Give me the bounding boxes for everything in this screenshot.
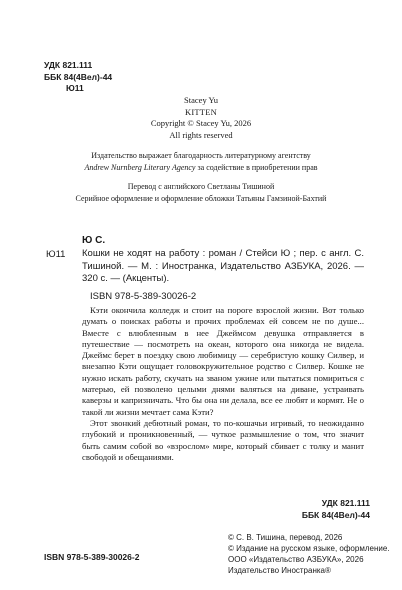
classification-codes-repeat (290, 498, 370, 521)
original-title-block (0, 95, 402, 141)
agency-name: Andrew Nurnberg Literary Agency (84, 162, 196, 172)
copyright-block (228, 532, 390, 576)
acknowledgement (0, 150, 402, 173)
acknowledgement-line-1: Издательство выражает благодарность литературному агентству (91, 151, 311, 160)
acknowledgement-rest: за содействие в приобретении прав (195, 162, 318, 172)
copyright-publisher: ООО «Издательство АЗБУКА», 2026 (228, 555, 364, 564)
bbk-code-repeat: ББК 84(4Вел)-44 (301, 509, 370, 520)
catalog-description: Кошки не ходят на работу : роман / Стейси Ю ; пер. с англ. С. Тишиной. — М. : Иностранка, Издательство АЗБУКА, 2026. — 320 с. — (Акценты). (82, 248, 364, 284)
translator-credit: Перевод с английского Светланы Тишиной (127, 182, 275, 191)
udk-code-repeat: УДК 821.111 (321, 498, 370, 508)
annotation-paragraph-1: Кэти окончила колледж и стоит на пороге взрослой жизни. Вот только думать о поисках работы и прочих проблемах ей совсем не по душе... Вместе с влюбленным в нее Джеймсом девушка отправляется в путешествие — посмотреть на океан, которого она никогда не видела. Джеймс берет в поездку свою любимицу — серебристую кошку Силвер, и внезапно Кэти ощущает головокружительное родство с Силвер. Кошке не нужно искать работу, скучать на званом ужине или пытаться помириться с матерью, ей позволено целыми днями валяться на диване, устраивать каверзы и капризничать. Что бы она ни делала, все ее любят и кормят. Не о такой ли жизни мечтает сама Кэти? (82, 305, 364, 417)
author-en: Stacey Yu (184, 95, 218, 105)
annotation (82, 305, 364, 463)
copyright-translation: © С. В. Тишина, перевод, 2026 (228, 533, 343, 542)
annotation-paragraph-2: Этот звонкий дебютный роман, то по-кошачьи игривый, то неожиданно глубокий и проникновенный, — чуткое размышление о том, что значит быть самим собой во «взрослом» мире, который сбивает с толку и манит свободой и обещаниями. (82, 417, 364, 462)
rights-line: All rights reserved (169, 129, 233, 140)
bbk-code: ББК 84(4Вел)-44 (44, 71, 113, 82)
copyright-line: Copyright © Stacey Yu, 2026 (150, 118, 252, 128)
catalog-code: Ю11 (46, 249, 66, 260)
copyright-edition: © Издание на русском языке, оформление. (228, 544, 390, 553)
catalog-isbn: ISBN 978-5-389-30026-2 (90, 291, 197, 302)
catalog-author-heading: Ю С. (82, 235, 106, 246)
classification-codes (44, 60, 112, 95)
design-credit: Серийное оформление и оформление обложки Татьяны Гамзиной-Бахтий (75, 193, 327, 203)
copyright-imprint: Издательство Иностранка® (228, 566, 331, 575)
udk-code: УДК 821.111 (44, 60, 93, 70)
isbn-bottom: ISBN 978-5-389-30026-2 (44, 552, 140, 562)
author-sign: Ю11 (66, 83, 84, 93)
title-en: KITTEN (185, 106, 217, 117)
credits (0, 181, 402, 204)
acknowledgement-line-2 (0, 162, 402, 174)
